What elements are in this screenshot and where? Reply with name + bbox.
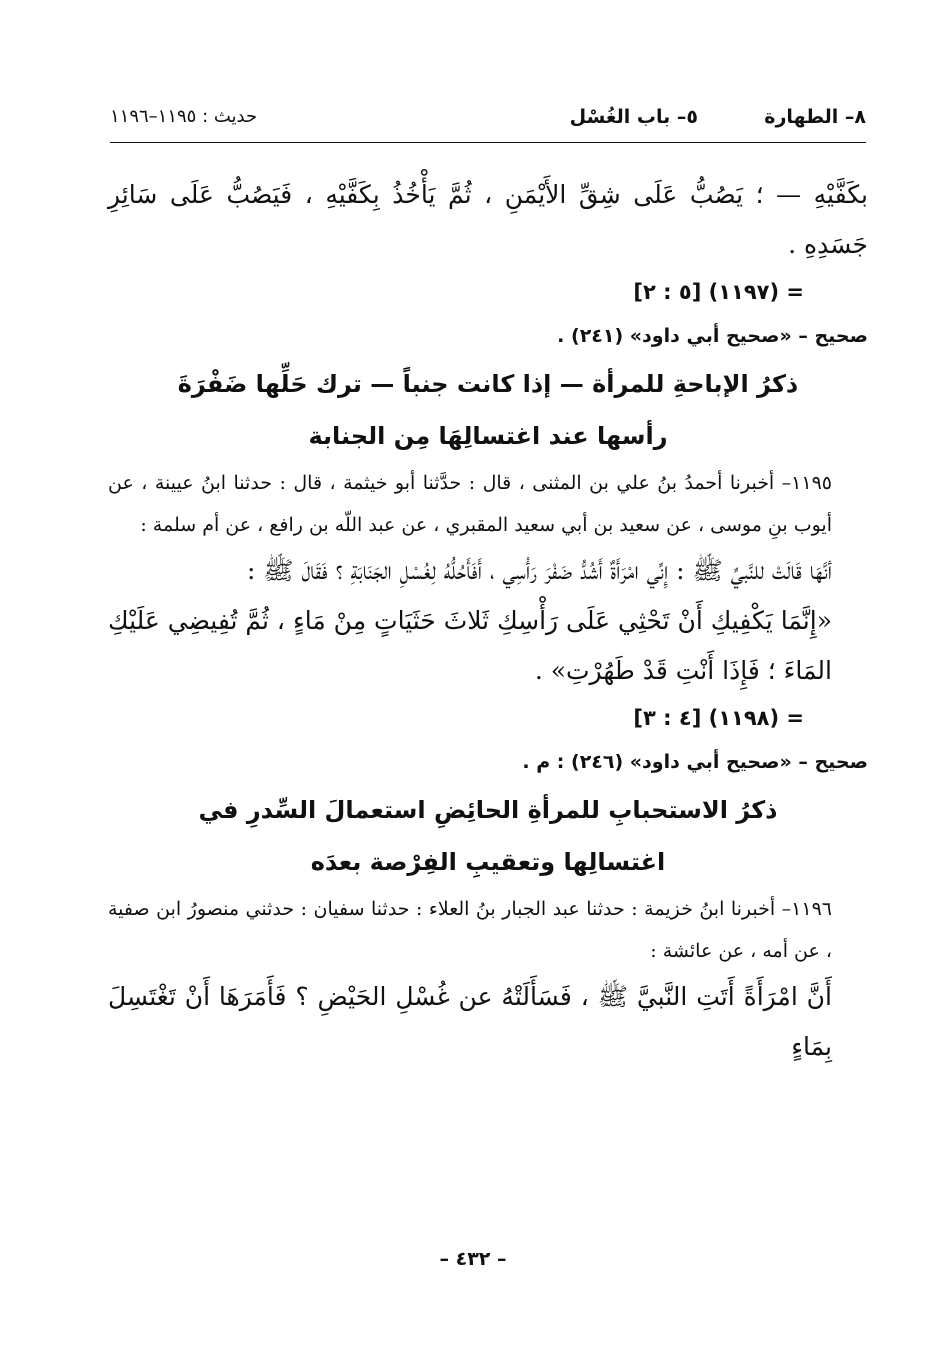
chapter-heading-2-line-2: اغتسالِها وتعقيبِ الفِرْصة بعدَه — [310, 848, 666, 876]
grading-note-2: صحيح – «صحيح أبي داود» (٢٤٦) : م . — [522, 751, 868, 773]
page-number: – ٤٣٢ – — [439, 1248, 507, 1270]
header-chapter-title: ٥– باب الغُسْل — [569, 106, 698, 128]
matn-1195-answer: «إِنَّمَا يَكْفِيكِ أَنْ تَحْثِي عَلَى رَأْسِكِ ثَلاثَ حَثَيَاتٍ مِنْ مَاءٍ ، ثُمَّ تُفِيضِي عَلَيْكِ المَاءَ ؛ فَإِذَا أَنْتِ قَدْ طَهُرْتِ» . — [108, 606, 832, 685]
matn-1195-question: أنَّهَا قَالَتْ للنَّبيِّ ﷺ : إِنِّي امْرَأَةٌ أَشُدُّ ضَفْرَ رَأْسِي ، أَفَأَحُلُّهُ لِغُسْلِ الجَنَابَةِ ؟ فَقَالَ ﷺ : — [246, 556, 832, 585]
running-header — [110, 100, 866, 134]
cross-reference-1197: = (١١٩٧) [٥ : ٢] — [633, 280, 804, 304]
isnad-1196: ١١٩٦– أخبرنا ابنُ خزيمة : حدثنا عبد الجبار بنُ العلاء : حدثنا سفيان : حدثني منصورُ ابن صفية ، عن أمه ، عن عائشة : — [108, 898, 832, 962]
header-book-title: ٨– الطهارة — [764, 106, 866, 128]
page-body — [108, 170, 868, 1072]
grading-note-1: صحيح – «صحيح أبي داود» (٢٤١) . — [557, 325, 868, 347]
matn-continuation: بكَفَّيْهِ — ؛ يَصُبُّ عَلَى شِقِّ الأَيْمَنِ ، ثُمَّ يَأْخُذُ بِكَفَّيْهِ ، فَيَصُبُّ عَلَى سَائِرِ جَسَدِهِ . — [108, 180, 868, 259]
matn-1196: أَنَّ امْرَأَةً أَتَتِ النَّبيَّ ﷺ ، فَسَأَلَتْهُ عن غُسْلِ الحَيْضِ ؟ فَأَمَرَهَا أَنْ تَغْتَسِلَ بِمَاءٍ — [108, 982, 832, 1061]
isnad-1195: ١١٩٥– أخبرنا أحمدُ بنُ علي بن المثنى ، قال : حدَّثنا أبو خيثمة ، قال : حدثنا ابنُ عيينة ، عن أيوب بنِ موسى ، عن سعيد بن أبي سعيد المقبري ، عن عبد اللّه بن رافع ، عن أم سلمة : — [108, 472, 832, 536]
cross-reference-1198: = (١١٩٨) [٤ : ٣] — [633, 706, 804, 730]
header-divider — [110, 142, 866, 143]
chapter-heading-1-line-1: ذكرُ الإباحةِ للمرأة — إذا كانت جنباً — ترك حَلِّها ضَفْرَةَ — [177, 370, 799, 398]
chapter-heading-1-line-2: رأسها عند اغتسالِهَا مِن الجنابة — [308, 422, 668, 450]
header-hadith-range: حديث : ١١٩٥–١١٩٦ — [110, 106, 258, 127]
chapter-heading-2-line-1: ذكرُ الاستحبابِ للمرأةِ الحائِضِ استعمالَ السِّدرِ في — [198, 796, 778, 824]
